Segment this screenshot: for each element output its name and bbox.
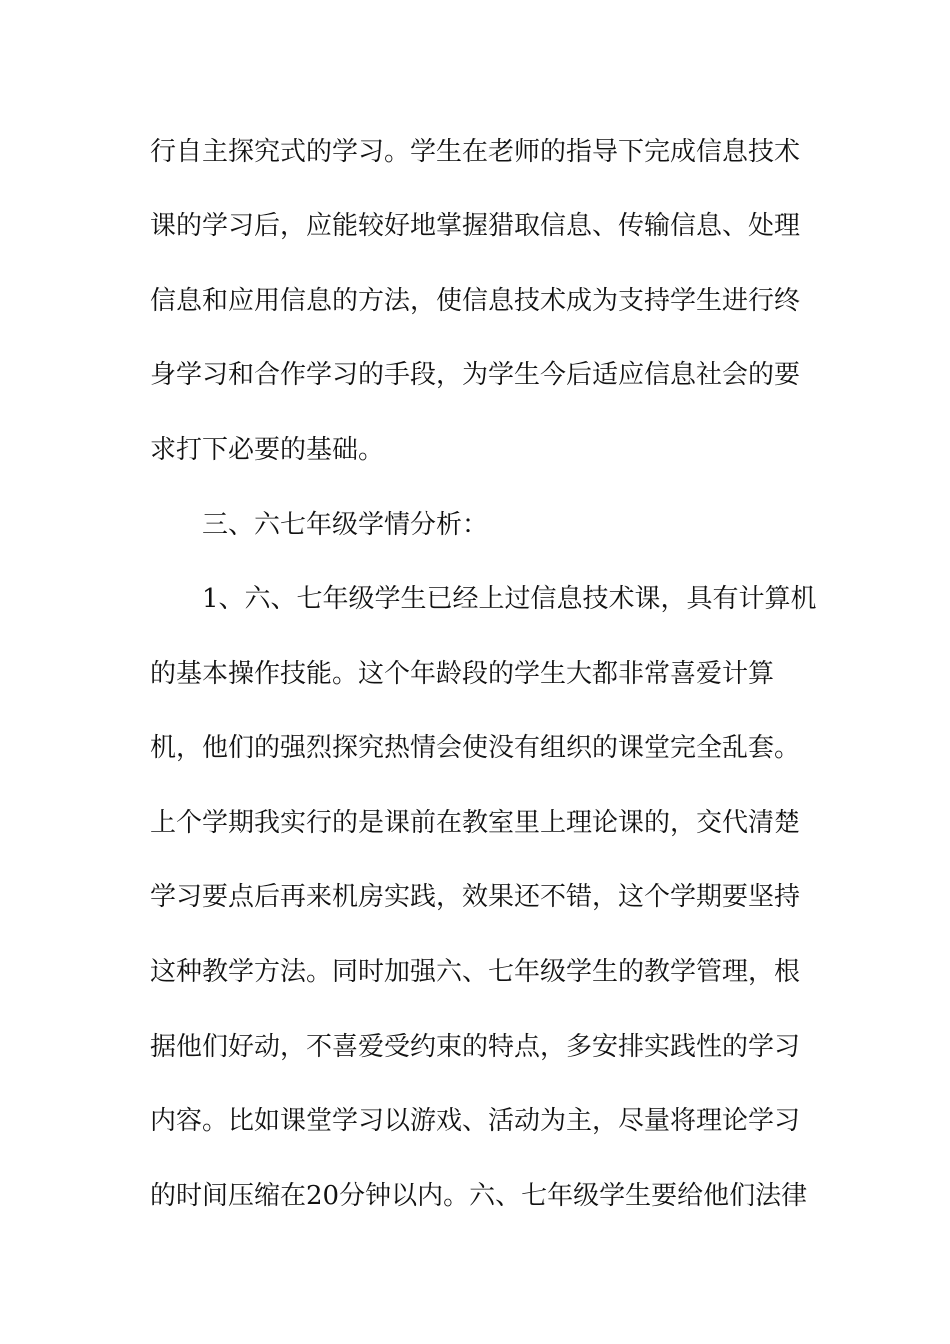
body-text-line: 内容。比如课堂学习以游戏、活动为主，尽量将理论学习 <box>150 1106 801 1136</box>
body-text-line: 的时间压缩在20分钟以内。六、七年级学生要给他们法律 <box>150 1181 808 1211</box>
body-text-line: 信息和应用信息的方法，使信息技术成为支持学生进行终 <box>150 286 801 316</box>
body-text-line: 课的学习后，应能较好地掌握猎取信息、传输信息、处理 <box>150 211 801 241</box>
body-text-line: 学习要点后再来机房实践，效果还不错，这个学期要坚持 <box>150 882 801 912</box>
body-text-line: 的基本操作技能。这个年龄段的学生大都非常喜爱计算 <box>150 659 775 689</box>
body-text-line: 上个学期我实行的是课前在教室里上理论课的，交代清楚 <box>150 808 801 838</box>
body-text-line: 这种教学方法。同时加强六、七年级学生的教学管理，根 <box>150 957 801 987</box>
section-heading: 三、六七年级学情分析： <box>202 510 489 540</box>
body-text-line: 行自主探究式的学习。学生在老师的指导下完成信息技术 <box>150 137 801 167</box>
body-text-line: 据他们好动，不喜爱受约束的特点，多安排实践性的学习 <box>150 1032 801 1062</box>
body-text-line: 机，他们的强烈探究热情会使没有组织的课堂完全乱套。 <box>150 733 801 763</box>
body-text-line: 求打下必要的基础。 <box>150 435 385 465</box>
body-text-line: 身学习和合作学习的手段，为学生今后适应信息社会的要 <box>150 360 801 390</box>
body-text-line: 1、六、七年级学生已经上过信息技术课，具有计算机 <box>202 584 817 614</box>
